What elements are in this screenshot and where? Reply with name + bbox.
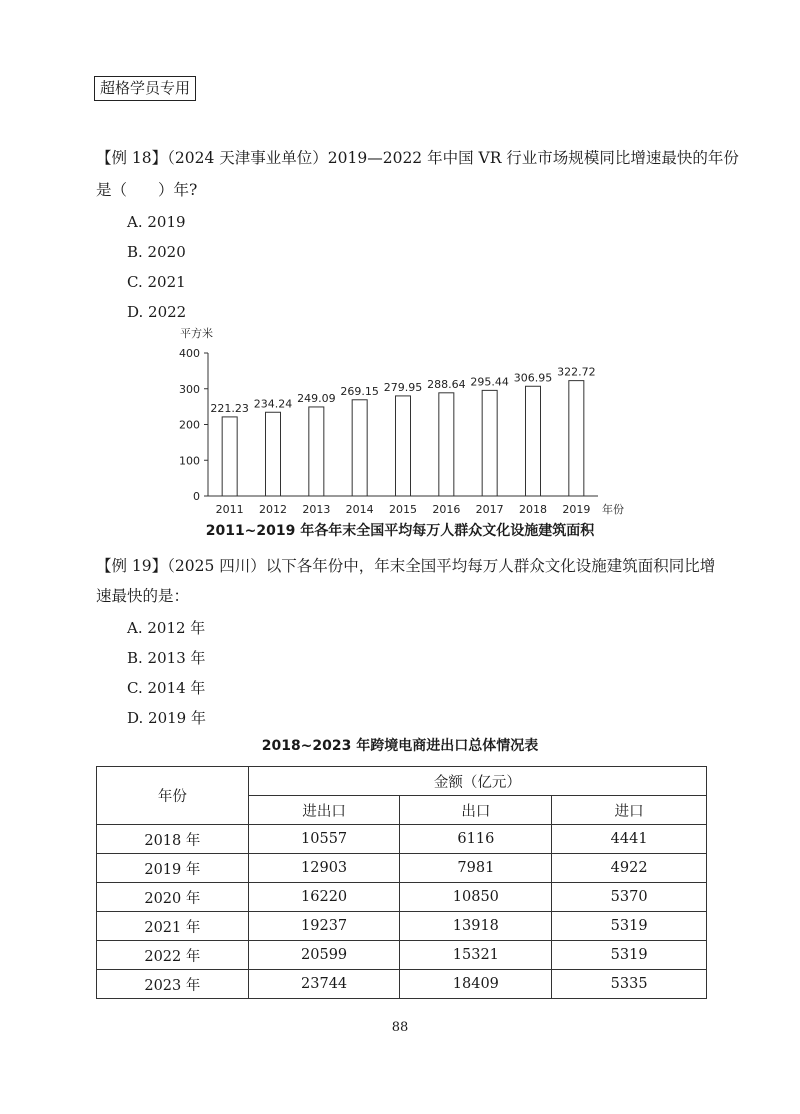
bar-2014	[352, 400, 367, 496]
cell-year: 2022 年	[97, 941, 249, 970]
bar-2018	[526, 386, 541, 496]
cell-total: 20599	[248, 941, 400, 970]
bar-chart	[0, 318, 800, 518]
cell-year: 2023 年	[97, 970, 249, 999]
restricted-use-stamp: 超格学员专用	[94, 76, 196, 101]
question-19-option-c: C. 2014 年	[127, 679, 206, 697]
x-tick-label: 2016	[432, 503, 461, 516]
page-number: 88	[391, 1020, 409, 1035]
cell-export: 18409	[400, 970, 552, 999]
cell-import: 5370	[552, 883, 707, 912]
table-row	[97, 970, 707, 999]
chart-x-axis-label: 年份	[602, 503, 624, 516]
x-tick-label: 2018	[519, 503, 547, 516]
table-row	[97, 825, 707, 854]
bar-value-label: 269.15	[340, 384, 379, 398]
cell-total: 12903	[248, 854, 400, 883]
cell-export: 13918	[400, 912, 552, 941]
y-tick-label: 400	[179, 347, 200, 360]
question-18-option-c: C. 2021	[127, 273, 186, 291]
cell-export: 7981	[400, 854, 552, 883]
chart-y-axis-label: 平方米	[180, 327, 213, 340]
bar-value-label: 322.72	[557, 365, 596, 379]
cell-year: 2018 年	[97, 825, 249, 854]
x-tick-label: 2019	[562, 503, 591, 516]
cell-total: 10557	[248, 825, 400, 854]
question-18-line-2: 是（ ）年?	[96, 181, 198, 199]
cell-import: 5319	[552, 941, 707, 970]
question-18-option-b: B. 2020	[127, 243, 186, 261]
bar-2017	[482, 390, 497, 496]
y-tick-label: 300	[179, 382, 200, 396]
bar-value-label: 288.64	[427, 377, 466, 391]
question-19-option-d: D. 2019 年	[127, 709, 206, 727]
y-tick-label: 0	[193, 490, 200, 503]
cell-import: 5335	[552, 970, 707, 999]
cell-import: 4922	[552, 854, 707, 883]
cell-year: 2021 年	[97, 912, 249, 941]
bar-value-label: 306.95	[513, 371, 553, 385]
table-row	[97, 941, 707, 970]
cell-import: 4441	[552, 825, 707, 854]
table-row	[97, 883, 707, 912]
table-row	[97, 912, 707, 941]
x-tick-label: 2012	[259, 503, 287, 516]
header-export: 出口	[400, 796, 552, 825]
chart-caption: 2011~2019 年各年末全国平均每万人群众文化设施建筑面积	[205, 523, 595, 539]
question-18-line-1: 【例 18】（2024 天津事业单位）2019—2022 年中国 VR 行业市场规模同比增速最快的年份	[96, 149, 739, 167]
x-tick-label: 2017	[475, 503, 504, 516]
x-tick-label: 2015	[389, 503, 417, 516]
cell-import: 5319	[552, 912, 707, 941]
bar-value-label: 279.95	[383, 380, 423, 394]
bar-2015	[396, 396, 411, 496]
bar-value-label: 221.23	[210, 401, 249, 415]
table-title: 2018~2023 年跨境电商进出口总体情况表	[261, 738, 539, 754]
question-18-option-d: D. 2022	[127, 303, 187, 321]
header-import: 进口	[552, 796, 707, 825]
y-tick-label: 100	[179, 454, 200, 468]
cell-total: 19237	[248, 912, 400, 941]
cell-year: 2020 年	[97, 883, 249, 912]
bar-value-label: 234.24	[253, 397, 293, 411]
cell-total: 23744	[248, 970, 400, 999]
question-18-option-a: A. 2019	[127, 213, 186, 231]
bar-2011	[222, 417, 237, 496]
header-year: 年份	[97, 767, 249, 825]
question-19-option-a: A. 2012 年	[127, 619, 206, 637]
question-19-option-b: B. 2013 年	[127, 649, 206, 667]
bar-value-label: 249.09	[297, 391, 336, 405]
question-19-line-2: 速最快的是：	[96, 587, 190, 605]
cell-export: 15321	[400, 941, 552, 970]
y-tick-label: 200	[179, 418, 200, 432]
header-total: 进出口	[248, 796, 400, 825]
header-amount: 金额（亿元）	[248, 767, 706, 796]
bar-2012	[266, 412, 281, 496]
bar-2019	[569, 381, 584, 496]
cell-export: 10850	[400, 883, 552, 912]
cell-year: 2019 年	[97, 854, 249, 883]
x-tick-label: 2011	[215, 503, 244, 516]
x-tick-label: 2013	[302, 503, 331, 516]
question-19-line-1: 【例 19】（2025 四川）以下各年份中，年末全国平均每万人群众文化设施建筑面积同比增	[96, 557, 716, 575]
bar-2013	[309, 407, 324, 496]
cross-border-ecommerce-table	[96, 766, 707, 999]
x-tick-label: 2014	[345, 503, 374, 516]
bar-value-label: 295.44	[470, 375, 509, 389]
cell-total: 16220	[248, 883, 400, 912]
table-row	[97, 854, 707, 883]
bar-2016	[439, 393, 454, 496]
cell-export: 6116	[400, 825, 552, 854]
